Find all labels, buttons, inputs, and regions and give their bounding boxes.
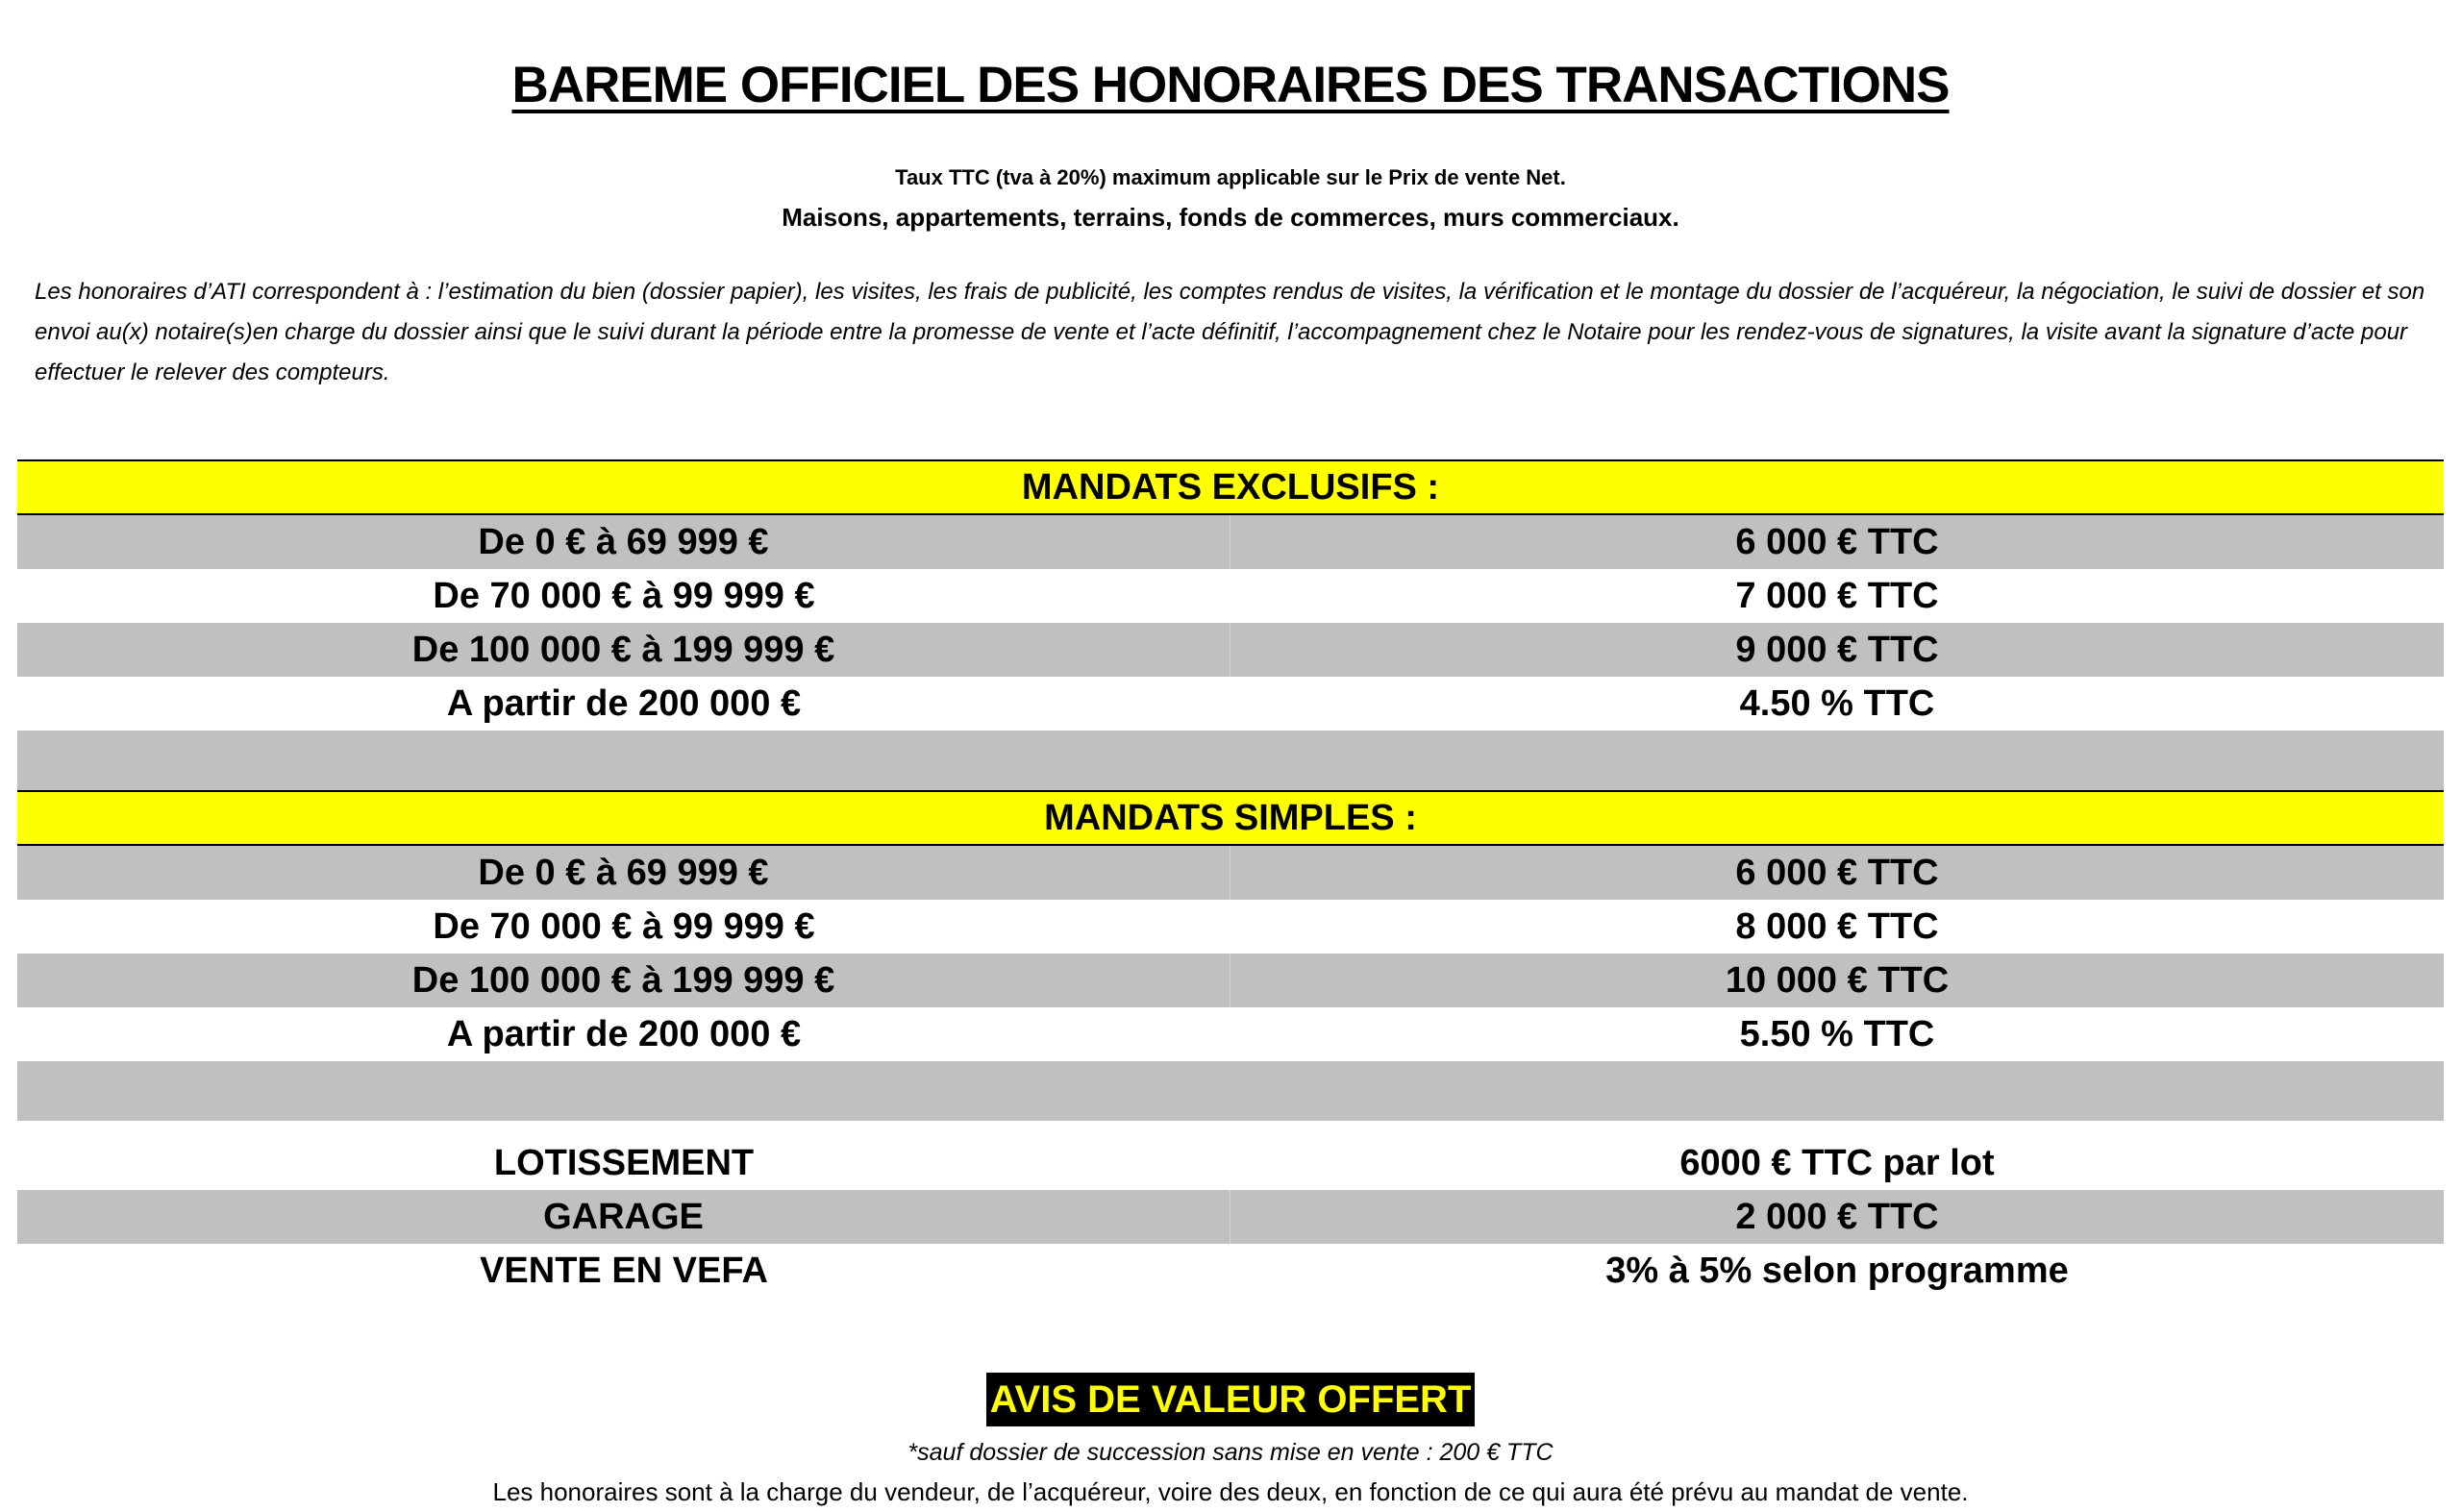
exclusive-section-title: MANDATS EXCLUSIFS : — [1021, 466, 1440, 508]
fee-value: 7 000 € TTC — [1735, 576, 1939, 616]
property-type: GARAGE — [17, 1190, 1230, 1244]
table-row — [17, 846, 2444, 900]
spacer-row — [17, 1061, 2444, 1121]
table-row — [17, 1244, 2444, 1298]
price-range: De 100 000 € à 199 999 € — [17, 954, 1230, 1007]
table-row — [17, 569, 2444, 623]
table-row — [17, 515, 2444, 569]
property-types: Maisons, appartements, terrains, fonds de commerces, murs commerciaux. — [782, 203, 1679, 232]
spacer-row — [17, 731, 2444, 790]
property-type: VENTE EN VEFA — [480, 1251, 768, 1291]
price-range: De 0 € à 69 999 € — [17, 846, 1230, 900]
price-range: De 70 000 € à 99 999 € — [433, 906, 815, 947]
fee-value: 2 000 € TTC — [1735, 1197, 1939, 1237]
fees-description: Les honoraires d’ATI correspondent à : l’estimation du bien (dossier papier), les visites, les frais de publicité, les comptes rendus de visites, la vérification et le montage du dossier de l’acquéreur, la négociation, le suivi de dossier et son envoi au(x) notaire(s)en charge du dossier ainsi que le suivi durant la période entre la promesse de vente et l’acte définitif, l’accompagnement chez le Notaire pour les rendez-vous de signatures, la visite avant la signature d’acte pour effectuer le relever des compteurs. — [35, 279, 2425, 385]
table-row — [17, 677, 2444, 731]
tax-rate-note: Taux TTC (tva à 20%) maximum applicable sur le Prix de vente Net. — [895, 165, 1566, 189]
property-type: LOTISSEMENT — [493, 1143, 755, 1183]
simple-section-title: MANDATS SIMPLES : — [1044, 797, 1417, 838]
table-row — [17, 623, 2444, 677]
table-row — [17, 1190, 2444, 1244]
fee-value: 9 000 € TTC — [1735, 630, 1939, 670]
price-range: De 0 € à 69 999 € — [17, 515, 1230, 569]
avis-container — [0, 1373, 2461, 1426]
price-range: A partir de 200 000 € — [446, 683, 802, 724]
exclusive-section-header — [17, 459, 2444, 515]
fee-value: 10 000 € TTC — [1725, 960, 1950, 1001]
fee-value: 5.50 % TTC — [1739, 1014, 1935, 1054]
fee-value: 4.50 % TTC — [1739, 683, 1935, 724]
fee-value: 6 000 € TTC — [1735, 853, 1939, 893]
price-range: De 100 000 € à 199 999 € — [17, 623, 1230, 677]
table-row — [17, 1007, 2444, 1061]
price-range: A partir de 200 000 € — [446, 1014, 802, 1054]
avis-badge: AVIS DE VALEUR OFFERT — [986, 1373, 1476, 1426]
fee-value: 6 000 € TTC — [1735, 522, 1939, 562]
fee-value: 3% à 5% selon programme — [1605, 1251, 2069, 1291]
fee-value: 8 000 € TTC — [1735, 906, 1939, 947]
fee-table — [17, 459, 2444, 1298]
page-title — [0, 56, 2461, 114]
gap-row — [17, 1121, 2444, 1136]
table-row — [17, 1136, 2444, 1190]
footer-text: Les honoraires sont à la charge du vendeur, de l’acquéreur, voire des deux, en fonction de ce qui aura été prévu au mandat de vente. — [492, 1477, 1969, 1506]
price-range: De 70 000 € à 99 999 € — [433, 576, 815, 616]
page-title-text: BAREME OFFICIEL DES HONORAIRES DES TRANSACTIONS — [511, 57, 1950, 113]
succession-note: *sauf dossier de succession sans mise en vente : 200 € TTC — [907, 1439, 1554, 1466]
fee-value: 6000 € TTC par lot — [1679, 1143, 1995, 1183]
simple-section-header — [17, 790, 2444, 846]
table-row — [17, 900, 2444, 954]
table-row — [17, 954, 2444, 1007]
